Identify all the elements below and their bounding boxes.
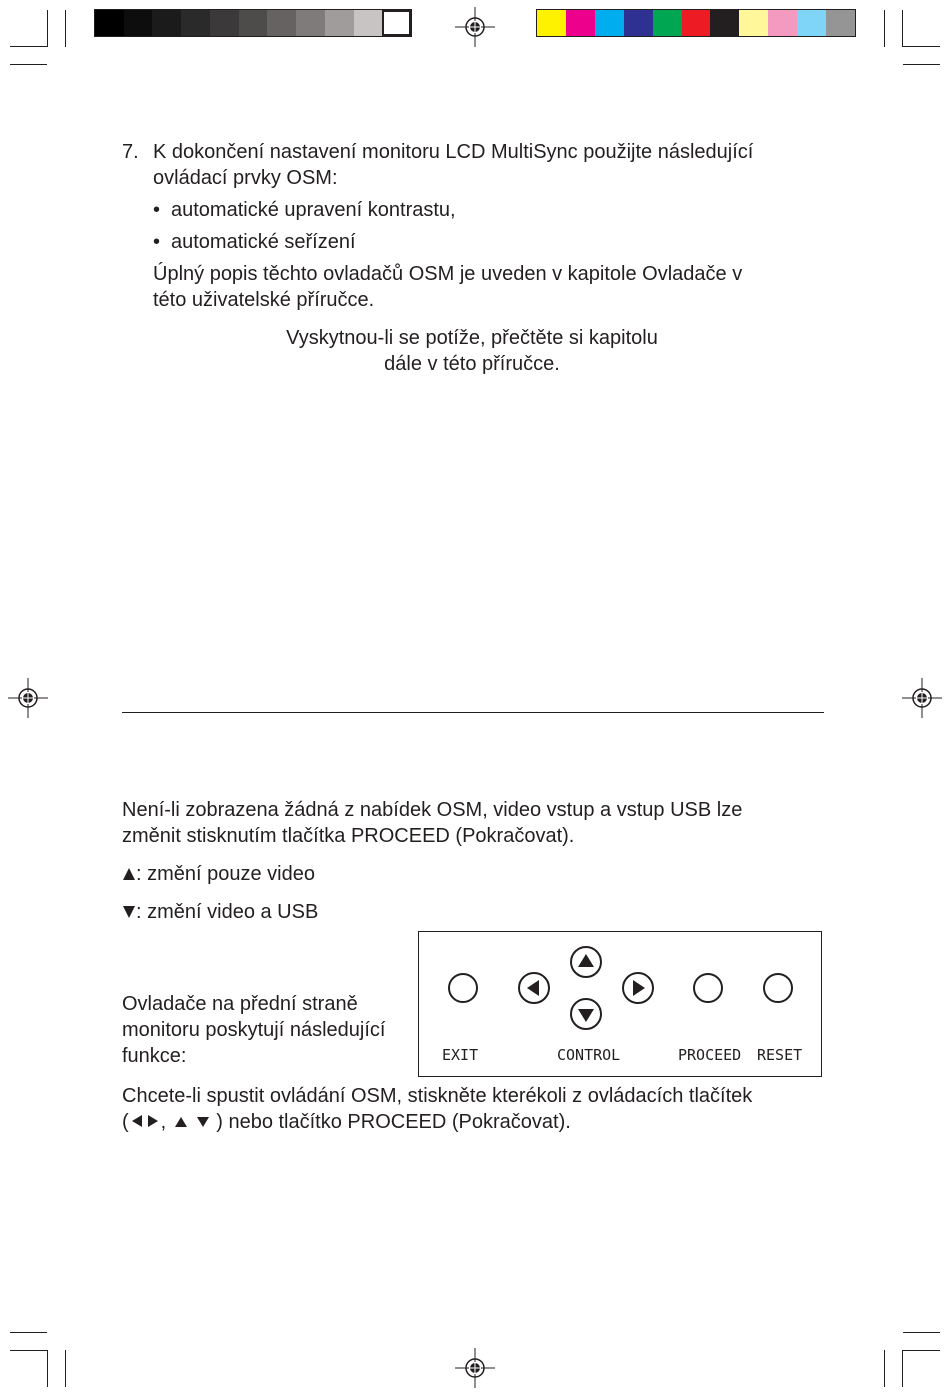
troubleshoot-line-1: Vyskytnou-li se potíže, přečtěte si kapitolu [286,327,658,349]
color-swatch [210,10,239,36]
registration-mark-icon [8,678,48,718]
crop-mark [902,10,903,47]
color-swatch [296,10,325,36]
crop-mark [902,1350,903,1387]
left-arrow-button[interactable] [518,972,550,1004]
separator-comma: , [160,1111,167,1133]
color-swatch [124,10,153,36]
color-swatch [152,10,181,36]
step-7-line-1: K dokončení nastavení monitoru LCD MultiSync použijte následující [153,141,754,163]
color-swatch [95,10,124,36]
triangle-up-icon [122,867,136,881]
bullet-item: automatické upravení kontrastu, [171,199,456,221]
color-swatch [537,10,566,36]
right-arrow-button[interactable] [622,972,654,1004]
crop-mark [10,64,47,65]
registration-mark-icon [455,7,495,47]
color-swatch [325,10,354,36]
proceed-label: PROCEED [678,1046,742,1064]
crop-mark [47,10,48,47]
up-description: : změní pouze video [136,863,315,885]
open-paren: ( [122,1111,129,1133]
controls-line-3: funkce: [122,1045,187,1067]
controls-line-1: Ovladače na přední straně [122,993,358,1015]
control-label: CONTROL [557,1046,621,1064]
crop-mark [884,1350,885,1387]
crop-mark [47,1350,48,1387]
crop-mark [903,1350,940,1351]
front-panel-diagram [418,931,822,1077]
step-number: 7. [122,141,139,163]
triangle-right-icon [147,1114,159,1128]
crop-mark [65,10,66,47]
osm-para-line-2: změnit stisknutím tlačítka PROCEED (Pokračovat). [122,825,575,847]
up-arrow-button[interactable] [570,946,602,978]
triangle-up-icon [174,1116,188,1128]
exit-label: EXIT [442,1046,479,1064]
start-line-2 [122,1109,571,1135]
reset-label: RESET [757,1046,803,1064]
color-swatch [239,10,268,36]
triangle-left-icon [131,1114,143,1128]
reset-button[interactable] [763,973,793,1003]
triangle-down-icon [196,1116,210,1128]
color-swatch [267,10,296,36]
color-swatch [566,10,595,36]
color-swatch [382,10,411,36]
troubleshoot-line-2: dále v této příručce. [384,353,560,375]
color-swatch [181,10,210,36]
registration-mark-icon [902,678,942,718]
color-swatch [595,10,624,36]
bullet-item: automatické seřízení [171,231,356,253]
proceed-button[interactable] [693,973,723,1003]
crop-mark [10,1332,47,1333]
color-swatch [354,10,383,36]
bullet-symbol: • [153,231,161,253]
start-line-1: Chcete-li spustit ovládání OSM, stiskněte kterékoli z ovládacích tlačítek [122,1085,753,1107]
color-swatch [797,10,826,36]
crop-mark [903,64,940,65]
color-swatch [710,10,739,36]
crop-mark [65,1350,66,1387]
triangle-down-icon [122,905,136,919]
color-swatch [682,10,711,36]
color-swatch [624,10,653,36]
troubleshoot-note [122,325,822,377]
step-7-line-2: ovládací prvky OSM: [153,167,338,189]
color-swatch [653,10,682,36]
controls-line-2: monitoru poskytují následující [122,1019,386,1041]
color-swatch [739,10,768,36]
osm-para-line-1: Není-li zobrazena žádná z nabídek OSM, video vstup a vstup USB lze [122,799,743,821]
section-divider [122,712,824,713]
bullet-symbol: • [153,199,161,221]
crop-mark [884,10,885,47]
process-color-bar [536,9,856,37]
down-description: : změní video a USB [136,901,319,923]
crop-mark [10,46,47,47]
step-7-desc-line-1: Úplný popis těchto ovladačů OSM je uveden v kapitole Ovladače v [153,263,743,285]
step-7-desc-line-2: této uživatelské příručce. [153,289,375,311]
grayscale-bar [94,9,412,37]
crop-mark [903,46,940,47]
crop-mark [903,1332,940,1333]
down-arrow-button[interactable] [570,998,602,1030]
exit-button[interactable] [448,973,478,1003]
color-swatch [826,10,855,36]
crop-mark [10,1350,47,1351]
start-line-2-tail: ) nebo tlačítko PROCEED (Pokračovat). [216,1111,571,1133]
registration-mark-icon [455,1348,495,1388]
color-swatch [768,10,797,36]
